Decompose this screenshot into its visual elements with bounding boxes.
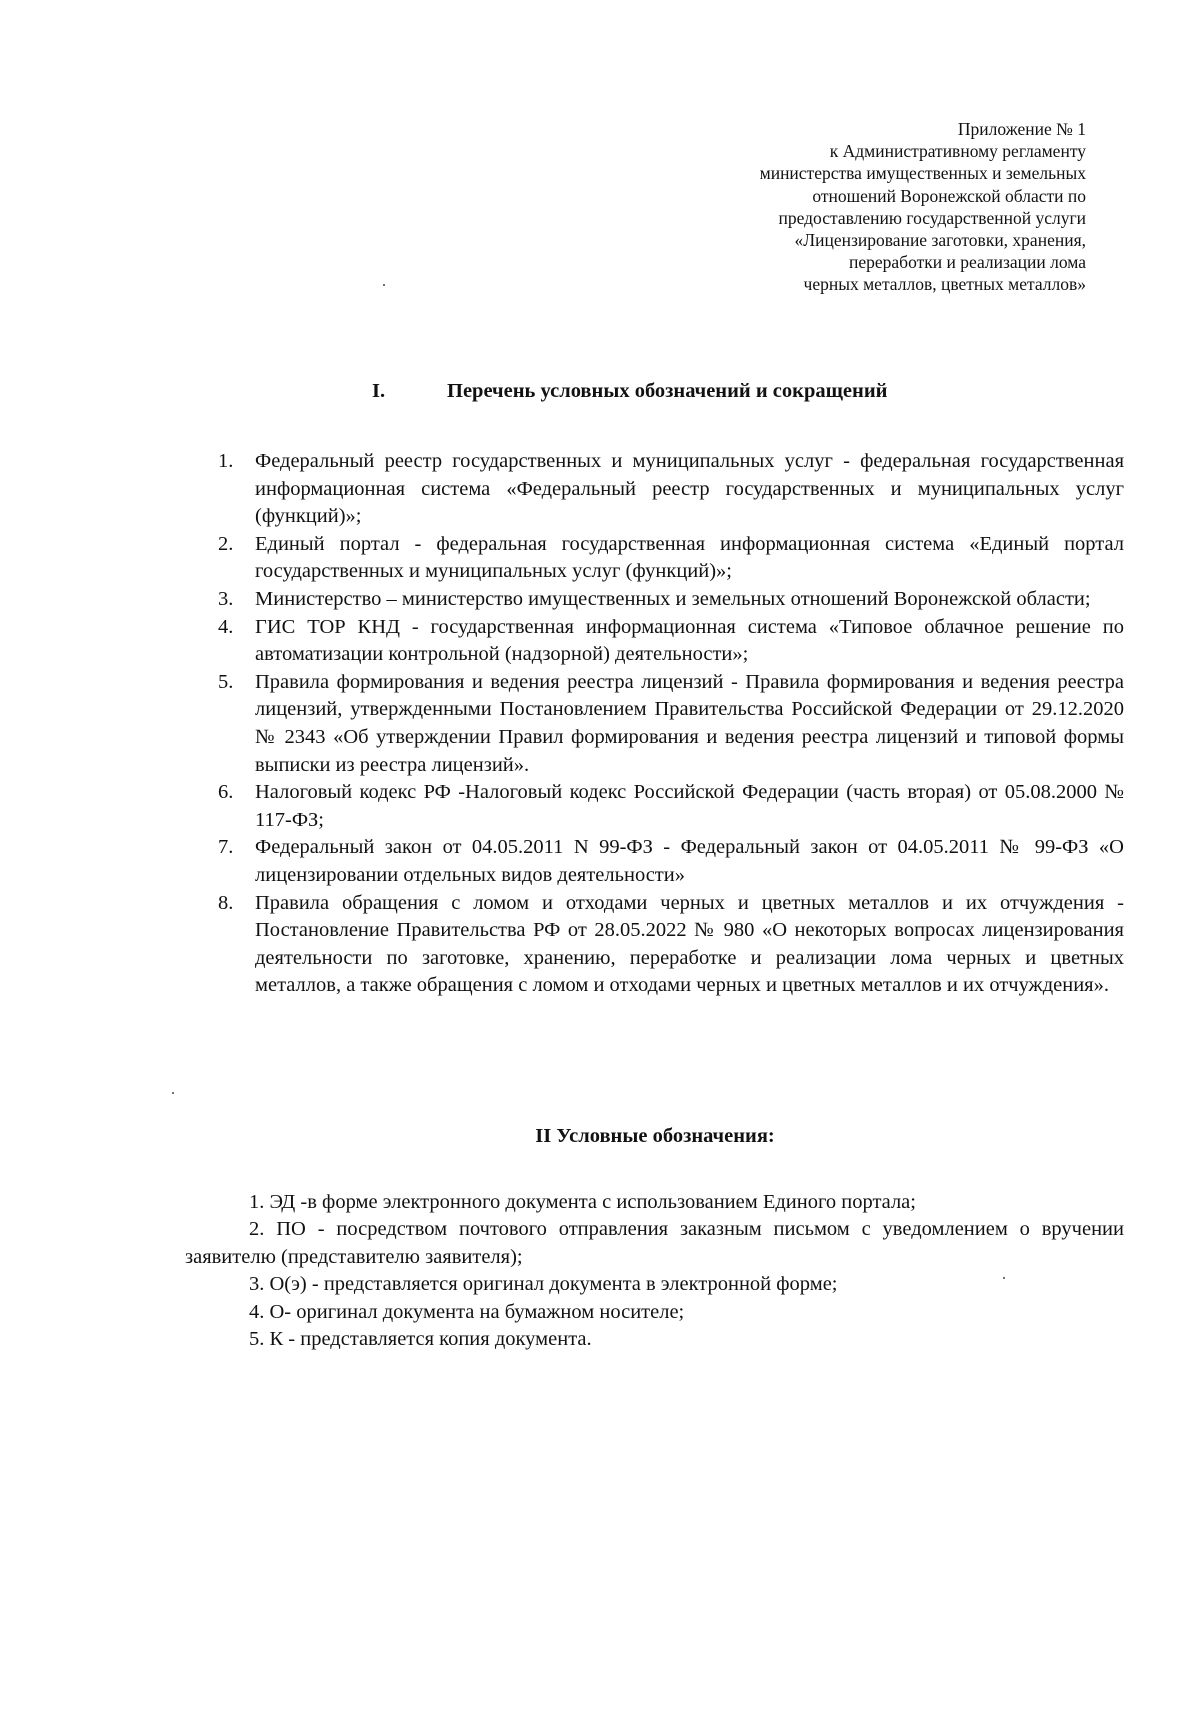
legend-note: 5. К - представляется копия документа. <box>249 1328 592 1351</box>
legend-note: 3. О(э) - представляется оригинал документа в электронной форме; <box>249 1273 838 1296</box>
list-item-number: 5. <box>218 670 234 693</box>
list-item-number: 1. <box>218 450 234 472</box>
list-item-number: 3. <box>218 587 234 610</box>
legend-notes <box>185 1189 1124 1353</box>
header-line: отношений Воронежской области по <box>812 185 1086 206</box>
list-item-text: Единый портал - федеральная государственная информационная система «Единый портал государственных и муниципальных услуг (функций)»; <box>255 532 1124 583</box>
list-item-text: Министерство – министерство имущественных и земельных отношений Воронежской области; <box>255 587 1091 610</box>
section-1-title: Перечень условных обозначений и сокращений <box>447 380 888 402</box>
list-item-text: Правила обращения с ломом и отходами черных и цветных металлов и их отчуждения - Постановление Правительства РФ от 28.05.2022 № 980 «О некоторых вопросах лицензирования деятельности по заготовке, хранению, переработке и реализации лома черных и цветных металлов, а также обращения с ломом и отходами черных и цветных металлов и их отчуждения». <box>255 891 1124 997</box>
list-item-text: Налоговый кодекс РФ -Налоговый кодекс Российской Федерации (часть вторая) от 05.08.2000 № 117-ФЗ; <box>255 781 1124 831</box>
header-line: к Административному регламенту <box>829 141 1086 162</box>
list-item <box>200 669 1124 779</box>
legend-note: 2. ПО - посредством почтового отправления заказным письмом с уведомлением о вручении заявителю (представителю заявителя); <box>185 1218 1124 1268</box>
legend-note: 4. О- оригинал документа на бумажном носителе; <box>249 1300 685 1323</box>
section-1-heading <box>372 380 887 403</box>
list-item-number: 8. <box>218 891 234 914</box>
scan-speck <box>383 284 385 286</box>
section-2-title: II Условные обозначения: <box>535 1125 775 1147</box>
header-line: черных металлов, цветных металлов» <box>803 274 1086 295</box>
list-item-number: 2. <box>218 532 234 555</box>
list-item-number: 7. <box>218 836 234 859</box>
section-1-number: I. <box>372 380 386 402</box>
list-item-number: 4. <box>218 615 234 638</box>
header-line: Приложение № 1 <box>957 119 1086 139</box>
list-item-text: Правила формирования и ведения реестра лицензий - Правила формирования и ведения реестра лицензий, утвержденными Постановлением Правительства Российской Федерации от 29.12.2020 № 2343 «Об утверждении Правил формирования и ведения реестра лицензий и типовой формы выписки из реестра лицензий». <box>255 670 1124 776</box>
scan-speck <box>172 1092 174 1094</box>
list-item <box>200 531 1124 586</box>
header-line: предоставлению государственной услуги <box>778 207 1086 228</box>
legend-note: 1. ЭД -в форме электронного документа с использованием Единого портала; <box>249 1191 916 1213</box>
list-item-text: ГИС ТОР КНД - государственная информационная система «Типовое облачное решение по автоматизации контрольной (надзорной) деятельности»; <box>255 615 1124 666</box>
list-item <box>200 834 1124 889</box>
scan-speck <box>1003 1277 1005 1279</box>
list-item <box>200 779 1124 834</box>
list-item <box>200 614 1124 669</box>
list-item <box>200 448 1124 531</box>
abbreviations-list <box>200 448 1124 1000</box>
header-line: «Лицензирование заготовки, хранения, <box>794 230 1086 251</box>
header-line: переработки и реализации лома <box>849 252 1086 273</box>
list-item-number: 6. <box>218 781 234 804</box>
header-line: министерства имущественных и земельных <box>759 163 1086 184</box>
appendix-header <box>646 118 1086 296</box>
list-item-text: Федеральный закон от 04.05.2011 N 99-ФЗ - Федеральный закон от 04.05.2011 № 99-ФЗ «О лицензировании отдельных видов деятельности» <box>255 836 1124 886</box>
list-item <box>200 890 1124 1000</box>
list-item <box>200 586 1124 614</box>
list-item-text: Федеральный реестр государственных и муниципальных услуг - федеральная государственная информационная система «Федеральный реестр государственных и муниципальных услуг (функций)»; <box>255 450 1124 528</box>
